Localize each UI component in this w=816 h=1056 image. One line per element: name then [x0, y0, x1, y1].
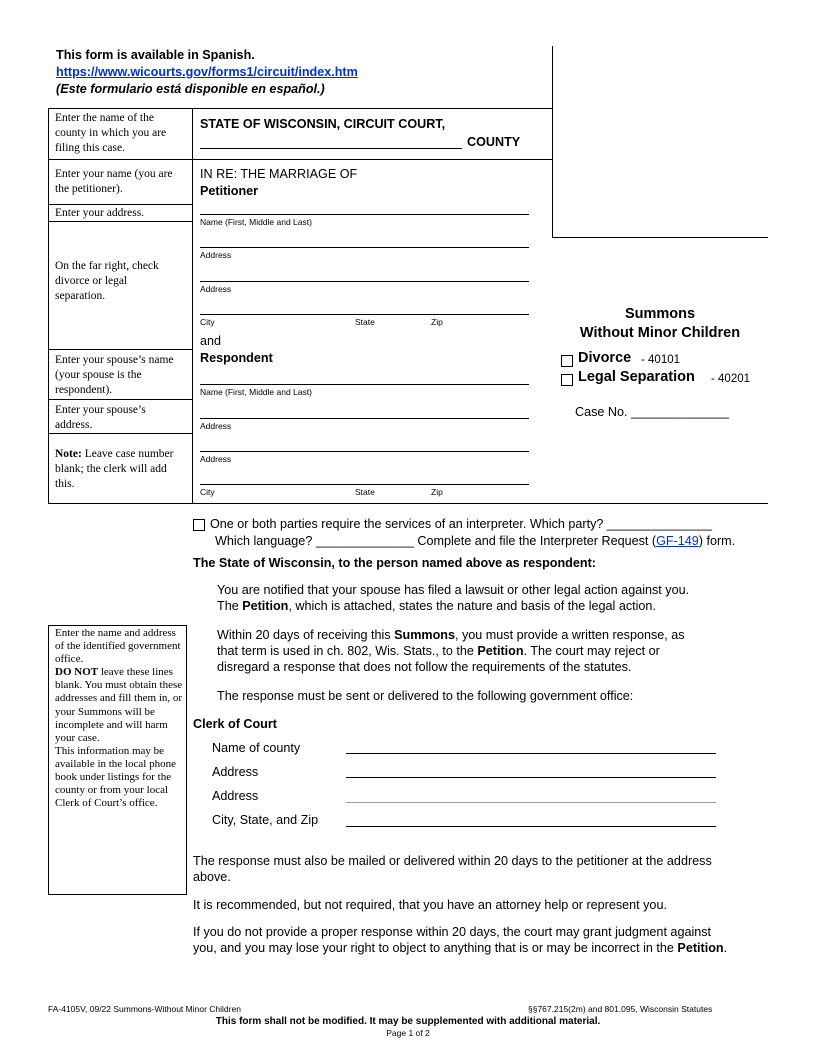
paragraph-notice: You are notified that your spouse has filed a lawsuit or other legal action against you. The Petition, which is attached, states the nature and basis of the legal action.: [217, 583, 690, 613]
petitioner-address-line-1[interactable]: [200, 247, 529, 248]
respondent-address-label-2: Address: [200, 454, 232, 464]
clerk-heading: Clerk of Court: [193, 717, 277, 731]
form-title: [560, 305, 760, 343]
spanish-notice: This form is available in Spanish.: [56, 48, 255, 62]
divorce-label: Divorce: [578, 350, 632, 366]
clerk-field-address-1-label: Address: [212, 765, 259, 779]
legal-separation-label: Legal Separation: [578, 369, 695, 385]
petitioner-address-label-2: Address: [200, 284, 232, 294]
instruction-divorce: On the far right, check divorce or legal separation.: [55, 260, 159, 302]
petitioner-address-line-2[interactable]: [200, 281, 529, 282]
in-re-heading: IN RE: THE MARRIAGE OF: [200, 167, 358, 181]
and-label: and: [200, 334, 222, 348]
footer-statutes: §§767.215(2m) and 801.095, Wisconsin Statutes: [528, 1004, 713, 1014]
legal-separation-code: - 40201: [711, 373, 751, 385]
clerk-field-address-2-label: Address: [212, 789, 259, 803]
petitioner-city-line[interactable]: [200, 314, 529, 315]
petitioner-name-line[interactable]: [200, 214, 529, 215]
instruction-county: Enter the name of the county in which you are filing this case.: [55, 112, 167, 154]
respondent-address-line-1[interactable]: [200, 418, 529, 419]
clerk-field-county-label: Name of county: [212, 741, 301, 755]
footer-page: Page 1 of 2: [386, 1028, 430, 1038]
forms-url-link[interactable]: https://www.wicourts.gov/forms1/circuit/index.htm: [56, 65, 358, 79]
petitioner-address-label-1: Address: [200, 250, 232, 260]
instruction-address: Enter your address.: [55, 207, 145, 219]
footer-form-id: FA-4105V, 09/22 Summons-Without Minor Children: [48, 1004, 241, 1014]
paragraph-office: The response must be sent or delivered to the following government office:: [217, 689, 634, 703]
instruction-name: Enter your name (you are the petitioner).: [55, 168, 173, 195]
respondent-zip-label: Zip: [431, 487, 443, 497]
legal-separation-checkbox[interactable]: [561, 374, 573, 386]
petitioner-name-label: Name (First, Middle and Last): [200, 217, 312, 227]
county-suffix: COUNTY: [467, 135, 521, 149]
paragraph-default: If you do not provide a proper response within 20 days, the court may grant judgment against you, and you may lose your right to object to anything that is or may be incorrect in the Petition.: [193, 925, 728, 955]
respondent-city-label: City: [200, 487, 215, 497]
clerk-field-city-label: City, State, and Zip: [212, 813, 319, 827]
clerk-address-line-1[interactable]: [346, 777, 716, 778]
divorce-code: - 40101: [641, 354, 681, 366]
paragraph-attorney: It is recommended, but not required, that you have an attorney help or represent you.: [193, 898, 667, 912]
court-line: STATE OF WISCONSIN, CIRCUIT COURT,: [200, 117, 446, 131]
clerk-county-line[interactable]: [346, 753, 716, 754]
footer-notice: This form shall not be modified. It may be supplemented with additional material.: [215, 1016, 601, 1027]
instruction-spouse-address: Enter your spouse’s address.: [55, 404, 146, 431]
clerk-address-line-2[interactable]: [346, 802, 716, 803]
petitioner-label: Petitioner: [200, 184, 259, 198]
respondent-state-label: State: [355, 487, 375, 497]
spanish-text: (Este formulario está disponible en español.): [56, 82, 325, 96]
petitioner-state-label: State: [355, 317, 375, 327]
case-number[interactable]: Case No. ______________: [575, 405, 730, 419]
state-heading: The State of Wisconsin, to the person named above as respondent:: [193, 556, 596, 570]
respondent-label: Respondent: [200, 351, 273, 365]
interpreter-line-1: One or both parties require the services of an interpreter. Which party? _______________: [210, 517, 712, 531]
petitioner-zip-label: Zip: [431, 317, 443, 327]
respondent-address-line-2[interactable]: [200, 451, 529, 452]
instruction-spouse-name: Enter your spouse’s name (your spouse is the respondent).: [55, 354, 174, 396]
respondent-city-line[interactable]: [200, 484, 529, 485]
paragraph-response: Within 20 days of receiving this Summons, you must provide a written response, as that term is used in ch. 802, Wis. Stats., to the Petition. The court may reject or disregard a response that does not follow the requirements of the statutes.: [217, 628, 685, 674]
form-title-line-2: Without Minor Children: [579, 325, 741, 341]
respondent-name-line[interactable]: [200, 384, 529, 385]
paragraph-mail: The response must also be mailed or delivered within 20 days to the petitioner at the address above.: [193, 854, 712, 884]
interpreter-checkbox[interactable]: [193, 519, 205, 531]
county-input-line[interactable]: [200, 148, 462, 149]
instruction-note: Note: Leave case number blank; the clerk will add this.: [55, 448, 174, 490]
divorce-checkbox[interactable]: [561, 355, 573, 367]
gov-office-instruction: Enter the name and address of the identified government office. DO NOT leave these lines blank. You must obtain these addresses and fill them in, or your Summons will be incomplete and will harm your case. This information may be available in the local phone book under listings for the county or from your local Clerk of Court’s office.: [55, 627, 183, 810]
clerk-city-line[interactable]: [346, 826, 716, 827]
form-title-line-1: Summons: [624, 306, 696, 322]
interpreter-line-2: Which language? ______________ Complete and file the Interpreter Request (GF-149) form.: [215, 534, 736, 548]
respondent-address-label-1: Address: [200, 421, 232, 431]
respondent-name-label: Name (First, Middle and Last): [200, 387, 312, 397]
petitioner-city-label: City: [200, 317, 215, 327]
gf-149-link[interactable]: GF-149: [656, 534, 699, 548]
